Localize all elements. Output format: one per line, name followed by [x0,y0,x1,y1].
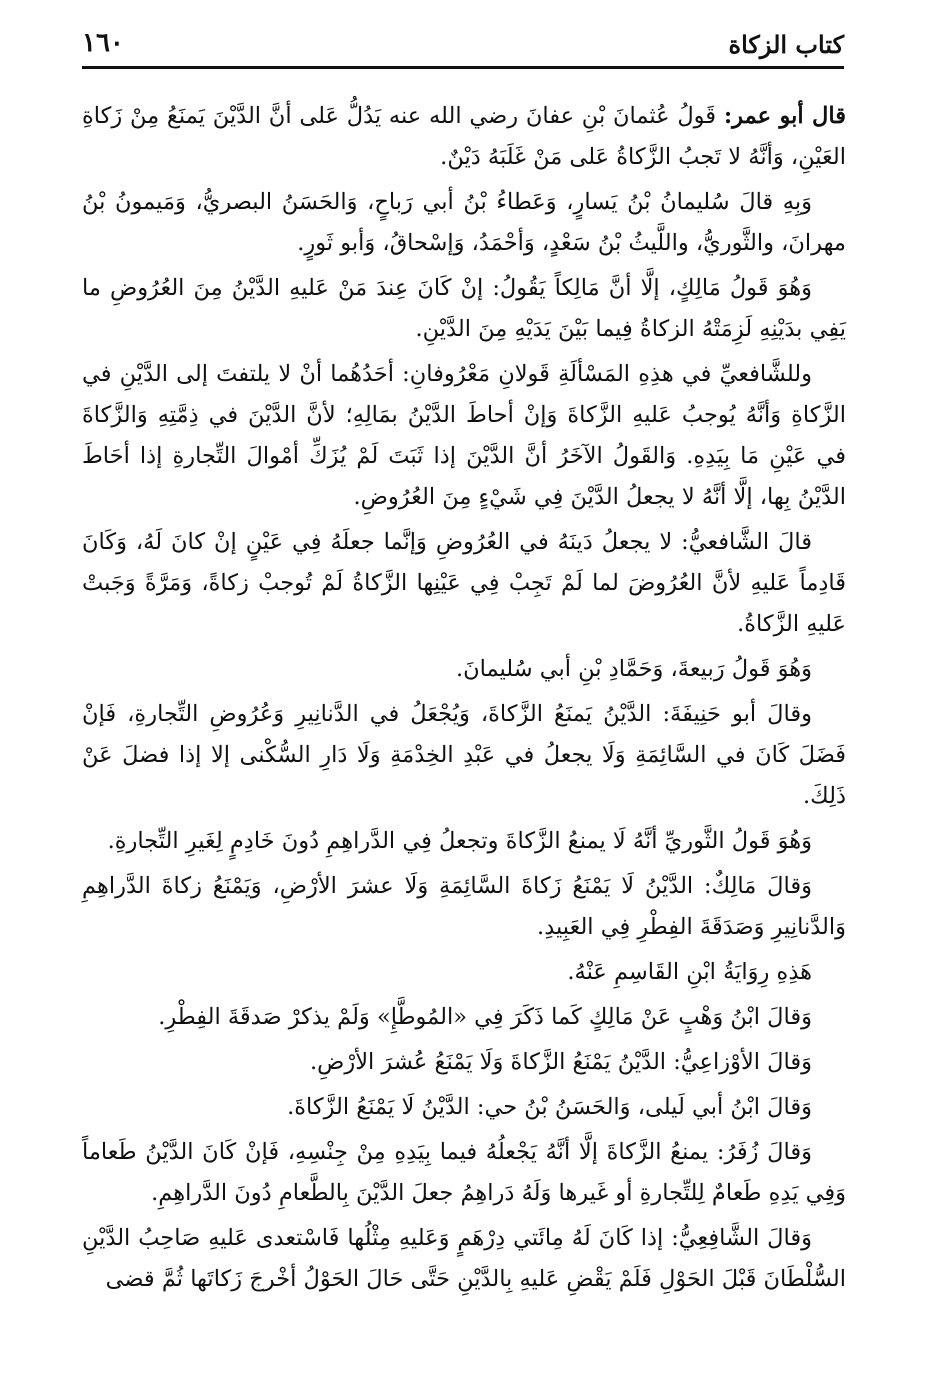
paragraph-text: هَذِهِ رِوَايَةُ ابْنِ القَاسِمِ عَنْهُ. [567,959,812,985]
page-number: ١٦٠ [82,28,124,58]
paragraph [82,182,846,264]
paragraph [82,1218,846,1300]
page-body [82,96,846,1304]
paragraph-text: وَقالَ ابْنُ أبي لَيلى، وَالحَسَنُ بْنُ حي: الدَّيْنُ لَا يَمْنَعُ الزَّكاةَ. [287,1094,812,1120]
paragraph [82,952,846,993]
paragraph [82,866,846,948]
paragraph-text: وَهُوَ قَولُ رَبيعةَ، وَحَمَّادِ بْنِ أبي سُليمانَ. [455,656,812,682]
paragraph [82,522,846,645]
paragraph [82,354,846,518]
paragraph-text: وَقالَ مَالِكٌ: الدَّيْنُ لَا يَمْنَعُ زَكاةَ السَّائِمَةِ وَلَا عشرَ الأرْضِ، وَيَمْنَعُ زكاةَ الدَّراهِمِ وَالدَّنانِيرِ وَصَدَقَةَ الفِطْرِ فِي العَبِيدِ. [82,873,846,940]
header-rule [82,66,844,69]
paragraph-text: وَهُوَ قَولُ الثَّوريِّ أنَّهُ لَا يمنعُ الزَّكاةَ وتجعلُ فِي الدَّراهِمِ دُونَ خَادِمٍ لِغَيرِ التِّجارةِ. [107,828,812,854]
paragraph [82,96,846,178]
paragraph-text: قالَ الشَّافعيُّ: لا يجعلُ دَينَهُ في العُرُوضِ وَإنَّما جعلَهُ فِي عَيْنٍ إنْ كانَ لَهُ، وَكَانَ قَادِماً عَليهِ لأنَّ العُرُوضَ لما لَمْ تَجِبْ فِي عَيْنِها الزَّكاةُ لَمْ تُوجبْ زكاةً، وَمَرَّةً وَجَبتْ عَليهِ الزَّكاةُ. [82,529,846,637]
paragraph-text: وَقالَ زُفَرُ: يمنعُ الزَّكاةَ إلَّا أنَّهُ يَجْعلُهُ فيما بِيَدِهِ مِنْ جِنْسِهِ، فَإنْ كَانَ الدَّيْنُ طَعاماً وَفِي يَدِهِ طَعامٌ لِلتِّجارةِ أو غَيرها وَلَهُ دَراهِمُ جعلَ الدَّيْنَ بِالطَّعامِ دُونَ الدَّراهِمِ. [82,1139,846,1206]
paragraph [82,997,846,1038]
paragraph [82,268,846,350]
paragraph-text: وللشَّافعيِّ في هذِهِ المَسْألَةِ قَولانِ مَعْرُوفانِ: أحَدُهُما أنْ لا يلتفتَ إلى الدَّيْنِ في الزَّكاةِ وَأنَّهُ يُوجبُ عَليهِ الزَّكاةَ وَإنْ أحاطَ الدَّيْنُ بمَالِهِ؛ لأنَّ الدَّيْنَ في ذِمَّتِهِ وَالزَّكاةَ في عَيْنِ مَا بِيَدِهِ. وَالقَولُ الآخَرُ أنَّ الدَّيْنَ إذا ثَبَتَ لَمْ يُزَكِّ أمْوالَ التِّجارةِ إذا أحَاطَ الدَّيْنُ بِها، إلَّا أنَّهُ لا يجعلُ الدَّيْنَ فِي شَيْءٍ مِنَ العُرُوضِ. [82,361,846,510]
paragraph [82,649,846,690]
paragraph-text: وَقالَ الأوْزاعِيُّ: الدَّيْنُ يَمْنَعُ الزَّكاةَ وَلَا يَمْنَعُ عُشرَ الأرْضِ. [309,1049,812,1075]
paragraph [82,821,846,862]
running-title: كتاب الزكاة [728,30,844,59]
paragraph-text: قَولُ عُثمانَ بْنِ عفانَ رضي الله عنه يَدُلُّ عَلى أنَّ الدَّيْنَ يَمنَعُ مِنْ زَكاةِ العَيْنِ، وَأنَّهُ لا تَجبُ الزَّكاةُ عَلى مَنْ غَلَبَهُ دَيْنٌ. [82,103,846,170]
paragraph [82,1087,846,1128]
paragraph-text: وَقالَ الشَّافِعِيُّ: إذا كَانَ لَهُ مِائَتي دِرْهَمٍ وَعَليهِ مِثْلُها فَاسْتعدى عَليهِ صَاحِبُ الدَّيْنِ السُّلْطَانَ قَبْلَ الحَوْلِ فَلَمْ يَقْضِ عَليهِ بِالدَّيْنِ حَتَّى حَالَ الحَوْلُ أخْرجَ زَكاتَها ثُمَّ قضى [82,1225,846,1292]
paragraph [82,1132,846,1214]
paragraph-text: وَهُوَ قَولُ مَالِكٍ، إلَّا أنَّ مَالِكاً يَقُولُ: إنْ كَانَ عِندَ مَنْ عَليهِ الدَّيْنُ مِنَ العُرُوضِ ما يَفِي بدَيْنِهِ لَزِمَتْهُ الزكاةُ فِيما بَيْنَ يَدَيْهِ مِنَ الدَّيْنِ. [82,275,846,342]
paragraph [82,694,846,817]
paragraph-text: وَبِهِ قالَ سُليمانُ بْنُ يَسارٍ، وَعَطاءُ بْنُ أبي رَباحٍ، وَالحَسَنُ البصريُّ، وَمَيمونُ بْنُ مهرانَ، والثَّوريُّ، واللَّيثُ بْنُ سَعْدٍ، وَأحْمَدُ، وَإسْحاقُ، وَأبو ثَورٍ. [82,189,846,256]
page-header [82,28,844,68]
paragraph-text: وقالَ أبو حَنِيفَةَ: الدَّيْنُ يَمنَعُ الزَّكاةَ، وَيُجْعَلُ في الدَّنانِيرِ وَعُرُوضِ التِّجارةِ، فَإنْ فَضَلَ كَانَ في السَّائِمَةِ وَلَا يجعلُ في عَبْدِ الخِدْمَةِ وَلَا دَارِ السُّكْنى إلا إذا فضلَ عَنْ ذَلِكَ. [82,701,846,809]
paragraph-text: وَقالَ ابْنُ وَهْبٍ عَنْ مَالِكٍ كَما ذَكَرَ فِي «المُوطَّإِ» وَلَمْ يذكرْ صَدقَةَ الفِطْرِ. [158,1004,812,1030]
paragraph [82,1042,846,1083]
paragraph-lead: قال أبو عمر: [723,103,846,129]
